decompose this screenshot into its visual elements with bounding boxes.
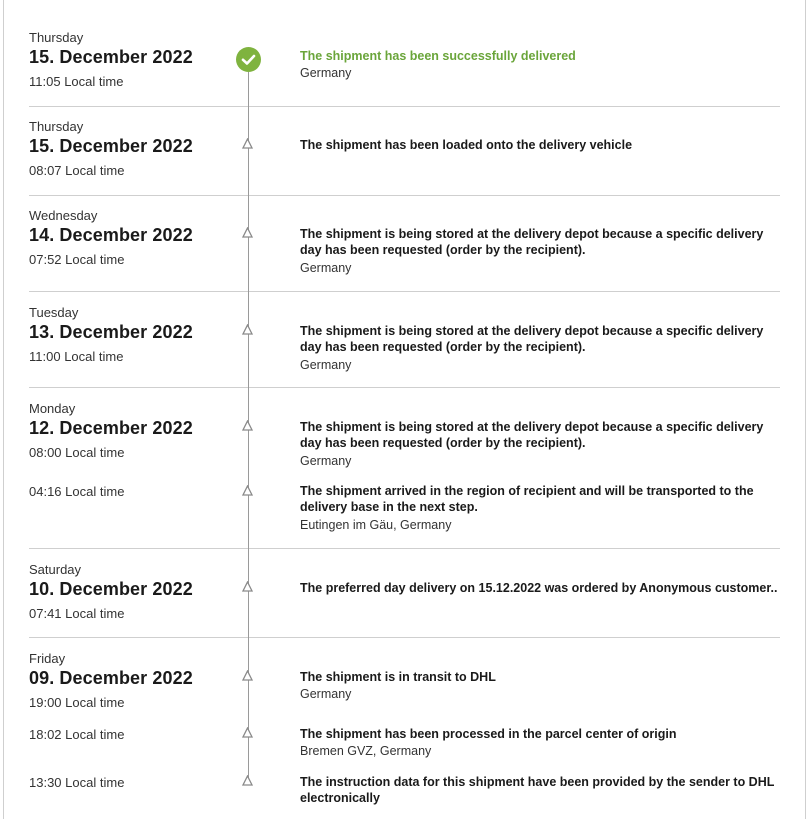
weekday-label: Thursday [29, 119, 84, 134]
weekday-label: Tuesday [29, 305, 79, 320]
day-group [29, 388, 780, 549]
timeline-line [248, 549, 249, 638]
triangle-icon [242, 581, 253, 592]
triangle-icon [242, 227, 253, 238]
event-message: The shipment is being stored at the delivery depot because a specific delivery day has been requested (order by the recipient). [300, 420, 764, 450]
weekday-label: Friday [29, 651, 66, 666]
event-time: 18:02 Local time [29, 727, 125, 742]
event-time: 11:00 Local time [29, 349, 124, 364]
event-message: The shipment is in transit to DHL [300, 670, 496, 684]
triangle-icon [242, 727, 253, 738]
event-time: 08:00 Local time [29, 445, 125, 460]
event-time: 07:52 Local time [29, 252, 125, 267]
weekday-label: Thursday [29, 30, 84, 45]
event-message: The shipment has been processed in the parcel center of origin [300, 727, 677, 741]
triangle-icon [242, 324, 253, 335]
date-heading: 15. December 2022 [29, 136, 193, 156]
date-heading: 10. December 2022 [29, 579, 193, 599]
date-heading: 13. December 2022 [29, 322, 193, 342]
weekday-label: Wednesday [29, 208, 98, 223]
day-group [29, 638, 780, 820]
timeline-line [248, 196, 249, 292]
event-location: Germany [300, 687, 352, 701]
event-location: Germany [300, 261, 352, 275]
timeline-line [248, 292, 249, 388]
event-time: 13:30 Local time [29, 775, 125, 790]
day-group [29, 107, 780, 196]
triangle-icon [242, 775, 253, 786]
date-heading: 12. December 2022 [29, 418, 193, 438]
timeline-line [248, 72, 249, 107]
event-location: Germany [300, 358, 352, 372]
day-group [29, 549, 780, 638]
event-location: Germany [300, 66, 352, 80]
event-time: 11:05 Local time [29, 74, 124, 89]
check-circle-icon [236, 47, 261, 72]
event-message: The shipment is being stored at the delivery depot because a specific delivery day has been requested (order by the recipient). [300, 324, 764, 354]
triangle-icon [242, 420, 253, 431]
triangle-icon [242, 138, 253, 149]
weekday-label: Saturday [29, 562, 82, 577]
weekday-label: Monday [29, 401, 76, 416]
day-group [29, 0, 780, 107]
date-heading: 15. December 2022 [29, 47, 193, 67]
event-message: The shipment is being stored at the delivery depot because a specific delivery day has been requested (order by the recipient). [300, 227, 764, 257]
timeline-line [248, 638, 249, 782]
triangle-icon [242, 670, 253, 681]
event-time: 04:16 Local time [29, 484, 125, 499]
event-location: Germany [300, 454, 352, 468]
timeline-line [248, 388, 249, 549]
day-group [29, 292, 780, 388]
event-message: The shipment has been loaded onto the delivery vehicle [300, 138, 633, 152]
triangle-icon [242, 485, 253, 496]
event-location: Bremen GVZ, Germany [300, 744, 432, 758]
event-time: 19:00 Local time [29, 695, 125, 710]
day-group [29, 196, 780, 292]
event-message: The shipment arrived in the region of recipient and will be transported to the delivery base in the next step. [300, 484, 754, 514]
date-heading: 14. December 2022 [29, 225, 193, 245]
event-time: 08:07 Local time [29, 163, 125, 178]
timeline-line [248, 107, 249, 196]
event-location: Eutingen im Gäu, Germany [300, 518, 452, 532]
event-message: The instruction data for this shipment have been provided by the sender to DHL electronically [300, 775, 775, 805]
event-message: The preferred day delivery on 15.12.2022 was ordered by Anonymous customer.. [300, 581, 778, 595]
event-message: The shipment has been successfully delivered [300, 49, 576, 63]
date-heading: 09. December 2022 [29, 668, 193, 688]
event-time: 07:41 Local time [29, 606, 125, 621]
